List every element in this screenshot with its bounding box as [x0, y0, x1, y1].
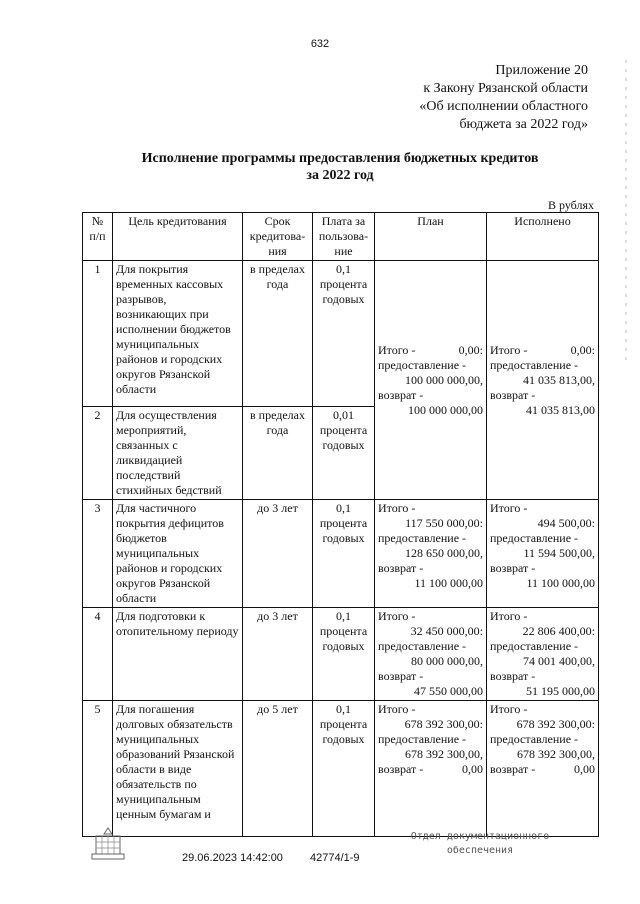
- amount-provision: 100 000 000,00,: [405, 372, 483, 387]
- row-num: 1: [83, 261, 113, 407]
- header-num: № п/п: [83, 213, 113, 261]
- amount-provision-label: предоставление -: [490, 357, 579, 372]
- appendix-line: к Закону Рязанской области: [423, 81, 588, 96]
- row-term: до 3 лет: [243, 500, 313, 608]
- amount-total-label: Итого -: [490, 501, 528, 515]
- row-purpose: Для осуществления мероприятий, связанных с ликвидацией последствий стихийных бедствий: [113, 407, 243, 500]
- amount-return-label: возврат -: [490, 669, 536, 683]
- row-plan: [375, 701, 487, 837]
- amount-total-label: Итого -: [378, 702, 416, 716]
- amount-total: 117 550 000,00:: [405, 516, 483, 530]
- row-fee: 0,1 процента годовых: [313, 261, 375, 407]
- margin-scan-marks-icon: [622, 60, 630, 360]
- row-plan-merged: [375, 261, 487, 500]
- amount-total: 32 450 000,00:: [410, 624, 483, 638]
- amount-provision-label: предоставление -: [378, 732, 467, 746]
- amount-return: 11 100 000,00: [526, 576, 595, 590]
- amount-provision-label: предоставление -: [378, 531, 467, 545]
- amount-return-label: возврат -: [490, 561, 536, 575]
- amount-return: 41 035 813,00: [526, 402, 595, 417]
- amount-provision: 678 392 300,00,: [517, 747, 595, 761]
- amount-return: 51 195 000,00: [526, 684, 595, 698]
- header-plan: План: [375, 213, 487, 261]
- footer-datetime: 29.06.2023 14:42:00: [182, 852, 283, 864]
- title-line: за 2022 год: [306, 168, 374, 183]
- amount-return: 11 100 000,00: [414, 576, 483, 590]
- appendix-header: [419, 62, 588, 134]
- row-purpose: Для подготовки к отопительному периоду: [113, 608, 243, 701]
- amount-total: 22 806 400,00:: [522, 624, 595, 638]
- table-row: [83, 701, 599, 837]
- amount-return: 47 550 000,00: [414, 684, 483, 698]
- amount-provision-label: предоставление -: [490, 732, 579, 746]
- amount-total: Итого - 0,00:: [378, 342, 483, 357]
- row-num: 4: [83, 608, 113, 701]
- header-term: Срок кредитова-ния: [243, 213, 313, 261]
- title-line: Исполнение программы предоставления бюджетных кредитов: [141, 151, 539, 166]
- credits-table: [82, 212, 599, 837]
- table-row: [83, 261, 599, 407]
- header-fee: Плата за пользова-ние: [313, 213, 375, 261]
- stamp-line: Отдел документационного: [410, 831, 550, 842]
- amount-total: 678 392 300,00:: [404, 717, 483, 731]
- emblem-logo-icon: [88, 826, 128, 862]
- stamp-line: обеспечения: [446, 845, 514, 856]
- row-plan: [375, 500, 487, 608]
- amount-total: Итого - 0,00:: [490, 342, 595, 357]
- amount-total-label: Итого -: [378, 609, 416, 623]
- row-fee: 0,1 процента годовых: [313, 500, 375, 608]
- row-executed: [487, 500, 599, 608]
- appendix-line: «Об исполнении областного: [419, 99, 588, 114]
- amount-return-row: возврат - 0,00: [490, 762, 595, 776]
- row-term: в пределах года: [243, 261, 313, 407]
- amount-return-row: возврат - 0,00: [378, 762, 483, 776]
- amount-provision: 74 001 400,00,: [523, 654, 595, 668]
- amount-provision-label: предоставление -: [490, 639, 579, 653]
- amount-return-label: возврат -: [490, 387, 536, 402]
- units-label: В рублях: [547, 198, 594, 212]
- row-num: 2: [83, 407, 113, 500]
- amount-provision-label: предоставление -: [378, 357, 467, 372]
- amount-provision: 80 000 000,00,: [411, 654, 483, 668]
- footer-department-stamp: [400, 830, 560, 858]
- amount-provision-label: предоставление -: [378, 639, 467, 653]
- amount-provision: 11 594 500,00,: [523, 546, 595, 560]
- amount-return-label: возврат -: [378, 669, 424, 683]
- footer-doc-number: 42774/1-9: [310, 852, 360, 864]
- row-fee: 0,1 процента годовых: [313, 608, 375, 701]
- amount-return-label: возврат -: [378, 387, 424, 402]
- amount-total: 494 500,00:: [537, 516, 595, 530]
- amount-return-label: возврат -: [378, 561, 424, 575]
- amount-provision: 678 392 300,00,: [405, 747, 483, 761]
- table-row: [83, 500, 599, 608]
- appendix-line: бюджета за 2022 год»: [459, 117, 588, 132]
- amount-total: 678 392 300,00:: [516, 717, 595, 731]
- row-purpose: Для погашения долговых обязательств муниципальных образований Рязанской области в виде обязательств по муниципальным ценным бумагам и: [113, 701, 243, 837]
- row-num: 3: [83, 500, 113, 608]
- document-title: [80, 150, 600, 184]
- amount-return: 100 000 000,00: [408, 402, 483, 417]
- amount-total-label: Итого -: [490, 702, 528, 716]
- row-term: до 5 лет: [243, 701, 313, 837]
- row-executed: [487, 608, 599, 701]
- page-number: 632: [310, 38, 330, 50]
- amount-provision: 128 650 000,00,: [405, 546, 483, 560]
- row-term: до 3 лет: [243, 608, 313, 701]
- amount-total-label: Итого -: [490, 609, 528, 623]
- header-purpose: Цель кредитования: [113, 213, 243, 261]
- row-num: 5: [83, 701, 113, 837]
- row-plan: [375, 608, 487, 701]
- header-executed: Исполнено: [487, 213, 599, 261]
- row-executed: [487, 701, 599, 837]
- amount-total-label: Итого -: [378, 501, 416, 515]
- appendix-line: Приложение 20: [495, 63, 588, 78]
- row-term: в пределах года: [243, 407, 313, 500]
- row-executed-merged: [487, 261, 599, 500]
- table-row: [83, 608, 599, 701]
- table-header-row: [83, 213, 599, 261]
- row-fee: 0,01 процента годовых: [313, 407, 375, 500]
- row-purpose: Для частичного покрытия дефицитов бюджетов муниципальных районов и городских округов Рязанской области: [113, 500, 243, 608]
- row-purpose: Для покрытия временных кассовых разрывов, возникающих при исполнении бюджетов муниципальных районов и городских округов Рязанской области: [113, 261, 243, 407]
- row-fee: 0,1 процента годовых: [313, 701, 375, 837]
- amount-provision: 41 035 813,00,: [523, 372, 595, 387]
- amount-provision-label: предоставление -: [490, 531, 579, 545]
